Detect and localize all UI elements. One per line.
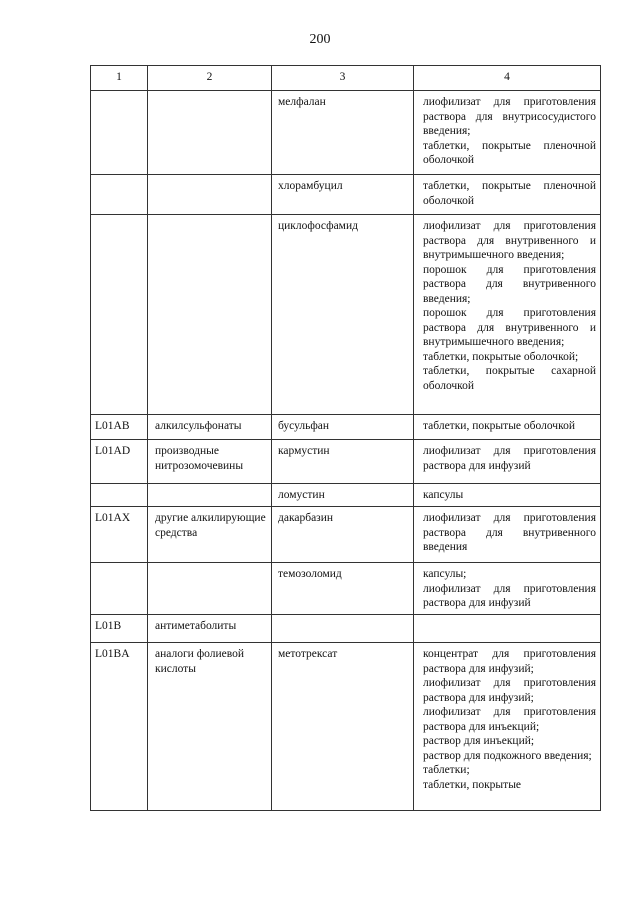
table-body [91,91,601,811]
group-name-cell [148,484,272,507]
dosage-form-item: капсулы [423,489,464,501]
table-row [91,484,601,507]
drug-name-cell: бусульфан [272,415,414,440]
atc-code-cell [91,91,148,175]
drug-name-cell: кармустин [272,440,414,484]
group-name-cell: другие алкилирующие средства [148,507,272,563]
dosage-forms-cell [414,175,601,215]
table-row [91,415,601,440]
page-number: 200 [309,32,331,47]
atc-code-cell [91,215,148,415]
dosage-forms-cell [414,484,601,507]
table-row [91,507,601,563]
group-name-cell: антиметаболиты [148,615,272,643]
group-name-cell [148,215,272,415]
atc-code-cell [91,563,148,615]
column-header-2: 2 [148,66,272,91]
dosage-form-item: лиофилизат для приготовления раствора для инфузий [423,582,596,609]
drug-name-cell: мелфалан [272,91,414,175]
table-row [91,440,601,484]
table-row [91,91,601,175]
group-name-cell [148,175,272,215]
atc-code-cell [91,484,148,507]
table-row [91,563,601,615]
group-name-cell: производные нитрозомочевины [148,440,272,484]
dosage-forms-cell [414,615,601,643]
drug-name-cell: дакарбазин [272,507,414,563]
dosage-form-item: таблетки, покрытые оболочкой [423,420,575,432]
dosage-forms-cell [414,91,601,175]
dosage-form-item: лиофилизат для приготовления раствора для инъекций; [423,706,596,733]
dosage-forms-cell [414,507,601,563]
group-name-cell: алкилсульфонаты [148,415,272,440]
table-row [91,615,601,643]
group-name-cell: аналоги фолиевой кислоты [148,643,272,811]
group-name-cell [148,563,272,615]
dosage-form-item: лиофилизат для приготовления раствора для внутрисосудистого введения; [423,96,596,137]
dosage-form-item: лиофилизат для приготовления раствора для внутривенного введения [423,512,596,553]
atc-code-cell [91,175,148,215]
dosage-form-item: порошок для приготовления раствора для внутривенного и внутримышечного введения; [423,307,596,348]
atc-code-cell: L01AD [91,440,148,484]
dosage-forms-cell [414,440,601,484]
dosage-forms-cell [414,215,601,415]
dosage-form-item: лиофилизат для приготовления раствора для внутривенного и внутримышечного введения; [423,220,596,261]
dosage-form-item: таблетки, покрытые пленочной оболочкой [423,180,596,207]
table-header [91,66,601,91]
dosage-form-item: лиофилизат для приготовления раствора для инфузий; [423,677,596,704]
dosage-form-item: лиофилизат для приготовления раствора для инфузий [423,445,596,472]
dosage-form-item: таблетки, покрытые пленочной оболочкой [423,139,596,166]
medication-table [90,65,601,811]
dosage-forms-cell [414,563,601,615]
table-row [91,643,601,811]
dosage-form-item: раствор для инъекций; [423,735,535,747]
table-row [91,175,601,215]
dosage-form-item: порошок для приготовления раствора для внутривенного введения; [423,263,596,305]
dosage-form-item: раствор для подкожного введения; [423,749,592,762]
dosage-form-item: таблетки; [423,764,470,776]
column-header-4: 4 [414,66,601,91]
atc-code-cell: L01B [91,615,148,643]
dosage-form-item: капсулы; [423,568,467,580]
dosage-form-item: таблетки, покрытые сахарной оболочкой [423,365,596,392]
dosage-forms-cell [414,415,601,440]
drug-name-cell: ломустин [272,484,414,507]
group-name-cell [148,91,272,175]
dosage-form-item: таблетки, покрытые оболочкой; [423,350,579,363]
dosage-form-item: таблетки, покрытые [423,778,522,791]
atc-code-cell: L01BA [91,643,148,811]
atc-code-cell: L01AX [91,507,148,563]
table-row [91,215,601,415]
column-header-1: 1 [91,66,148,91]
drug-name-cell [272,615,414,643]
dosage-forms-cell [414,643,601,811]
column-header-3: 3 [272,66,414,91]
drug-name-cell: метотрексат [272,643,414,811]
drug-name-cell: хлорамбуцил [272,175,414,215]
drug-name-cell: темозоломид [272,563,414,615]
drug-name-cell: циклофосфамид [272,215,414,415]
atc-code-cell: L01AB [91,415,148,440]
dosage-form-item: концентрат для приготовления раствора для инфузий; [423,648,596,675]
